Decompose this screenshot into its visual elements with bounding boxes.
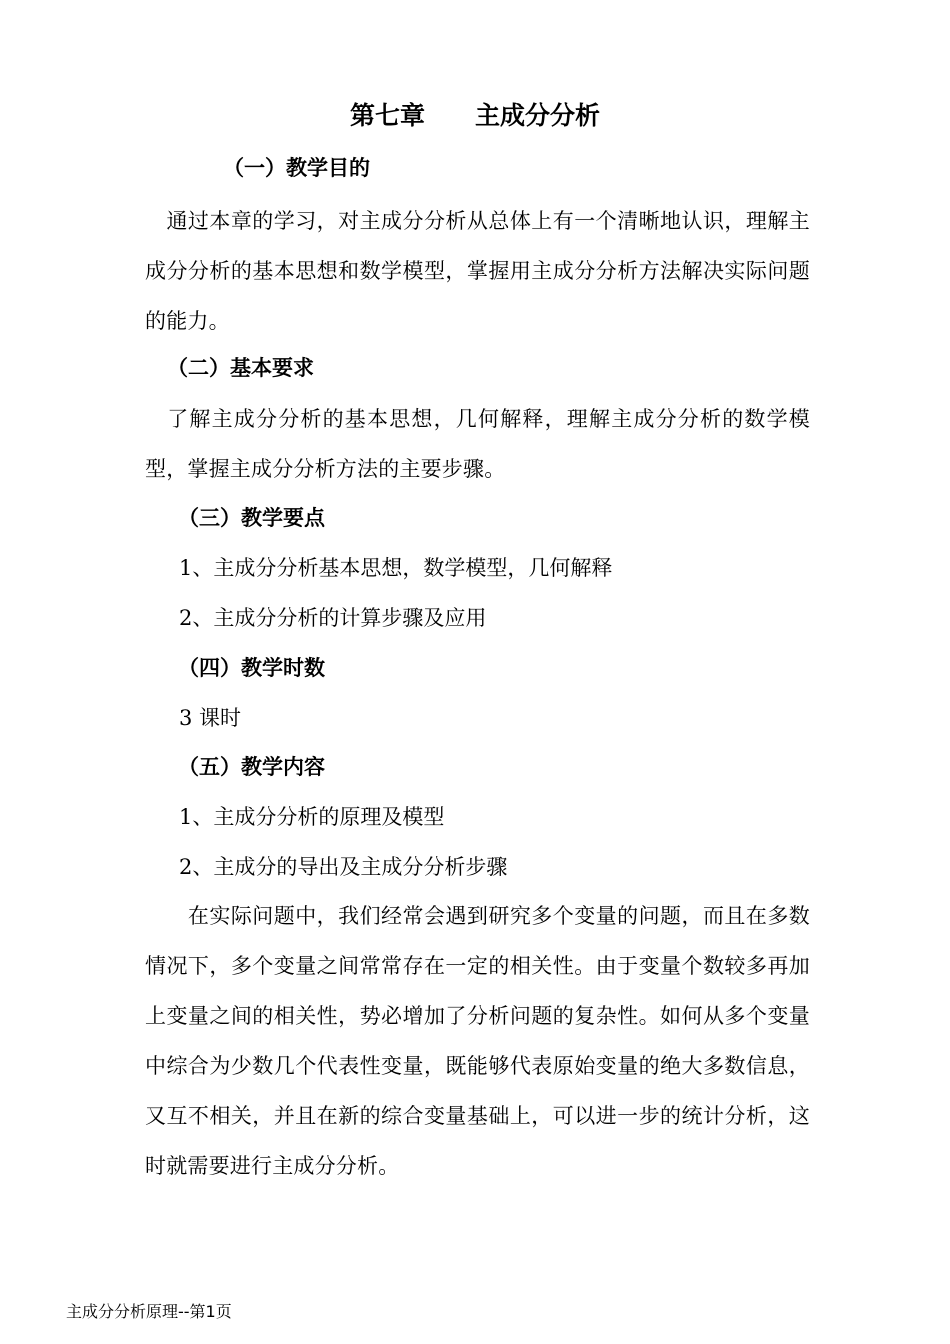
section-heading-key-points: （三）教学要点 — [178, 506, 325, 530]
objective-paragraph: 通过本章的学习，对主成分分析从总体上有一个清晰地认识，理解主成分分析的基本思想和数学模型，掌握用主成分分析方法解决实际问题的能力。 — [145, 209, 810, 333]
page-footer: 主成分分析原理--第1页 — [66, 1302, 232, 1321]
section-heading-objective: （一）教学目的 — [223, 156, 370, 180]
key-point-item-1: 1、主成分分析基本思想，数学模型，几何解释 — [179, 556, 613, 580]
chapter-title: 第七章 主成分分析 — [349, 101, 600, 130]
key-point-item-2: 2、主成分分析的计算步骤及应用 — [179, 606, 487, 630]
section-heading-hours: （四）教学时数 — [178, 656, 325, 680]
section-heading-content: （五）教学内容 — [178, 755, 325, 779]
content-paragraph: 在实际问题中，我们经常会遇到研究多个变量的问题，而且在多数情况下，多个变量之间常常存在一定的相关性。由于变量个数较多再加上变量之间的相关性，势必增加了分析问题的复杂性。如何从多个变量中综合为少数几个代表性变量，既能够代表原始变量的绝大多数信息，又互不相关，并且在新的综合变量基础上，可以进一步的统计分析，这时就需要进行主成分分析。 — [145, 904, 810, 1178]
section-heading-requirements: （二）基本要求 — [167, 356, 314, 380]
content-item-1: 1、主成分分析的原理及模型 — [179, 805, 445, 829]
teaching-hours-value: 3 课时 — [179, 706, 242, 730]
content-item-2: 2、主成分的导出及主成分分析步骤 — [179, 855, 508, 879]
requirements-paragraph: 了解主成分分析的基本思想，几何解释，理解主成分分析的数学模型，掌握主成分分析方法的主要步骤。 — [145, 407, 810, 481]
